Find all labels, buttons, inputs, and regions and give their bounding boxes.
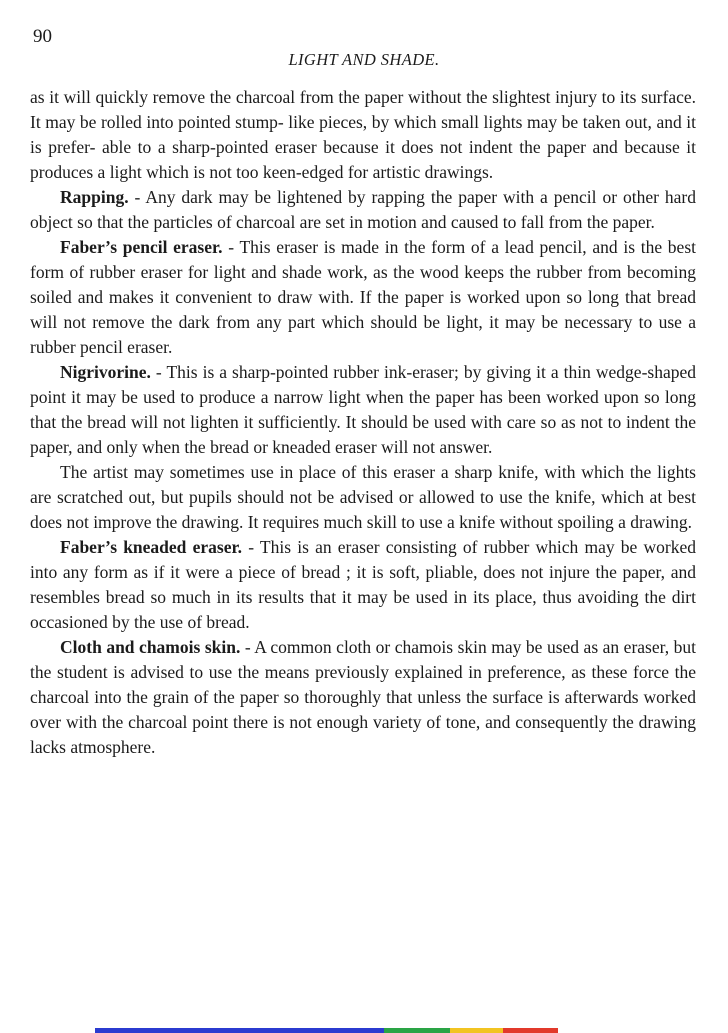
page-body [30,85,696,760]
paragraph-heading: Faber’s kneaded eraser. [60,537,243,557]
paragraph-heading: Cloth and chamois skin. [60,637,241,657]
running-header: LIGHT AND SHADE. [288,50,440,69]
paragraph-heading: Nigrivorine. [60,362,151,382]
paragraph [30,360,696,460]
strip-segment-green [384,1028,450,1033]
paragraph-text: - Any dark may be lightened by rapping the paper with a pencil or other hard object so that the particles of charcoal are set in motion and caused to fall from the paper. [30,187,696,232]
paragraph-text: as it will quickly remove the charcoal from the paper without the slightest injury to its surface. It may be rolled into pointed stump- like pieces, by which small lights may be taken out, and it is prefer- able to a sharp-pointed eraser because it does not indent the paper and because it produces a light which is not too keen-edged for artistic drawings. [30,87,696,182]
paragraph [30,460,696,535]
strip-segment-red [503,1028,558,1033]
page-number: 90 [33,26,52,47]
paragraph [30,235,696,360]
strip-segment-yellow [450,1028,503,1033]
strip-segment-blue [95,1028,384,1033]
paragraph-text: - A common cloth or chamois skin may be used as an eraser, but the student is advised to use the means previously explained in preference, as these force the charcoal into the grain of the paper so thoroughly that unless the surface is afterwards worked over with the charcoal point there is not enough variety of tone, and consequently the drawing lacks atmosphere. [30,637,696,757]
paragraph-heading: Faber’s pencil eraser. [60,237,223,257]
paragraph [30,85,696,185]
paragraph [30,635,696,760]
paragraph [30,535,696,635]
paragraph [30,185,696,235]
paragraph-heading: Rapping. [60,187,129,207]
paragraph-text: - This is an eraser consisting of rubber which may be worked into any form as if it were a piece of bread ; it is soft, pliable, does not injure the paper, and resembles bread so much in its results that it may be used in its place, thus avoiding the dirt occasioned by the use of bread. [30,537,696,632]
paragraph-text: The artist may sometimes use in place of this eraser a sharp knife, with which the lights are scratched out, but pupils should not be advised or allowed to use the knife, which at best does not improve the drawing. It requires much skill to use a knife without spoiling a drawing. [30,462,696,532]
paragraph-text: - This is a sharp-pointed rubber ink-eraser; by giving it a thin wedge-shaped point it may be used to produce a narrow light when the paper has been worked upon so long that the bread will not lighten it sufficiently. It should be used with care so as not to indent the paper, and only when the bread or kneaded eraser will not answer. [30,362,696,457]
bottom-color-strip [95,1028,558,1033]
paragraph-text: - This eraser is made in the form of a lead pencil, and is the best form of rubber eraser for light and shade work, as the wood keeps the rubber from becoming soiled and makes it convenient to draw with. If the paper is worked upon so long that bread will not remove the dark from any part which should be light, it may be necessary to use a rubber pencil eraser. [30,237,696,357]
